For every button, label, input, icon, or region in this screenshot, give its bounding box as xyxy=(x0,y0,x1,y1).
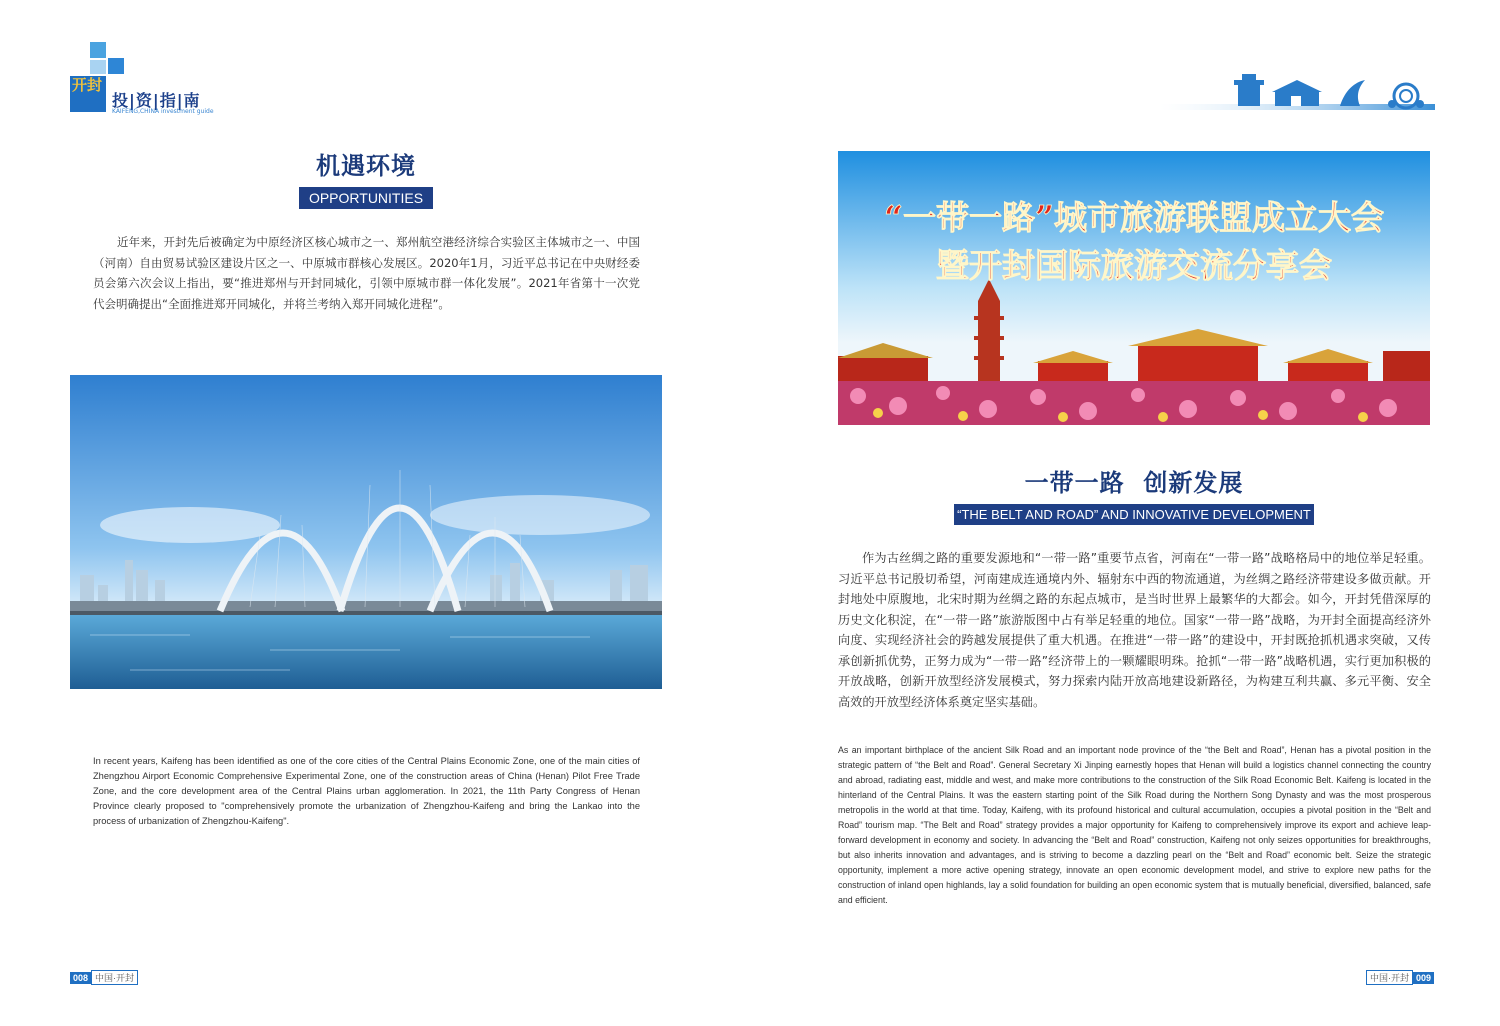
opportunities-paragraph-en: In recent years, Kaifeng has been identified as one of the core cities of the Central Plains Economic Zone, one of the main cities of Zhengzhou Airport Economic Comprehensive Experimental Zone, one of the construction areas of China (Henan) Pilot Free Trade Zone, and the core development area of the Central Plains urban agglomeration. In 2021, the 11th Party Congress of Henan Province clearly proposed to "comprehensively promote the urbanization of Zhengzhou-Kaifeng and bring the Lankao into the process of urbanization of Zhengzhou-Kaifeng". xyxy=(93,756,640,826)
logo-mark: 开封 xyxy=(70,76,106,112)
logo-subtitle: KAIFENG,CHINA investment guide xyxy=(112,108,214,115)
landmark-silhouette-decoration xyxy=(1160,70,1435,120)
heading-en-label: OPPORTUNITIES xyxy=(299,187,433,209)
page-number: 008 xyxy=(70,972,91,984)
arch-bridge-photo xyxy=(70,375,662,689)
belt-road-paragraph-en: As an important birthplace of the ancient Silk Road and an important node province of the “the Belt and Road”, Henan has a pivotal position in the strategic pattern of “the Belt and Road”. General Secretary Xi Jinping earnestly hopes that Henan will build a logistics channel connecting the country and abroad, radiating east, middle and west, and make more contributions to the construction of the Silk Road Economic Belt. Kaifeng is located in the hinterland of the Central Plains. It was the eastern starting point of the Silk Road during the Northern Song Dynasty and was the most prosperous metropolis in the world at that time. Today, Kaifeng, with its profound historical and cultural accumulation, occupies a pivotal position in the “Belt and Road” tourism map. “The Belt and Road” strategy provides a major opportunity for Kaifeng to comprehensively improve its export and achieve leap-forward development in economy and society. In advancing the “Belt and Road” construction, Kaifeng not only seizes opportunities for breakthroughs, but also inherits innovation and advantages, and is striving to become a dazzling pearl on the “Belt and Road” economic belt. Seize the strategic opportunity, implement a more active opening strategy, innovate an open economic development model, and strive to explore new paths for the construction of inland open highlands, lay a solid foundation for building an open economic system that is mutually beneficial, diversified, balanced, safe and efficient. xyxy=(838,745,1431,905)
page-number-left xyxy=(70,970,138,985)
banner-title-line2: 暨开封国际旅游交流分享会 xyxy=(936,246,1332,285)
page-number: 009 xyxy=(1413,972,1434,984)
banner-title-line1: “一带一路”城市旅游联盟成立大会 xyxy=(884,198,1384,237)
logo-square xyxy=(90,60,106,74)
heading-cn: 一带一路 创新发展 xyxy=(1024,469,1244,497)
belt-road-conference-banner xyxy=(838,151,1430,425)
opportunities-heading xyxy=(296,146,436,209)
logo-title: 投|资|指|南 xyxy=(112,91,201,110)
kaifeng-guide-logo xyxy=(68,40,248,120)
heading-en-label: “THE BELT AND ROAD” AND INNOVATIVE DEVELOPMENT xyxy=(954,504,1314,525)
opportunities-paragraph-cn: 近年来，开封先后被确定为中原经济区核心城市之一、郑州航空港经济综合实验区主体城市之一、中国（河南）自由贸易试验区建设片区之一、中原城市群核心发展区。2020年1月，习近平总书记在中央财经委员会第六次会议上指出，要“推进郑州与开封同城化，引领中原城市群一体化发展”。2021年省第十一次党代会明确提出“全面推进郑开同城化，并将兰考纳入郑开同城化进程”。 xyxy=(93,235,640,311)
belt-road-paragraph-cn: 作为古丝绸之路的重要发源地和“一带一路”重要节点省，河南在“一带一路”战略格局中的地位举足轻重。习近平总书记殷切希望，河南建成连通境内外、辐射东中西的物流通道，为丝绸之路经济带建设多做贡献。开封地处中原腹地，北宋时期为丝绸之路的东起点城市，是当时世界上最繁华的大都会。如今，开封凭借深厚的历史文化积淀，在“一带一路”旅游版图中占有举足轻重的地位。国家“一带一路”战略，为开封全面提高经济外向度、实现经济社会的跨越发展提供了重大机遇。在推进“一带一路”的建设中，开封既抢抓机遇求突破，又传承创新抓优势，正努力成为“一带一路”经济带上的一颗耀眼明珠。抢抓“一带一路”战略机遇，实行更加积极的开放战略，创新开放型经济发展模式，努力探索内陆开放高地建设新路径，为构建互利共赢、多元平衡、安全高效的开放型经济体系奠定坚实基础。 xyxy=(838,551,1431,709)
page-label: 中国·开封 xyxy=(1366,970,1413,985)
page-number-right xyxy=(1366,970,1434,985)
belt-road-heading xyxy=(950,463,1318,525)
heading-cn: 机遇环境 xyxy=(316,152,416,180)
page-label: 中国·开封 xyxy=(91,970,138,985)
logo-square xyxy=(90,42,106,58)
logo-square xyxy=(108,58,124,74)
